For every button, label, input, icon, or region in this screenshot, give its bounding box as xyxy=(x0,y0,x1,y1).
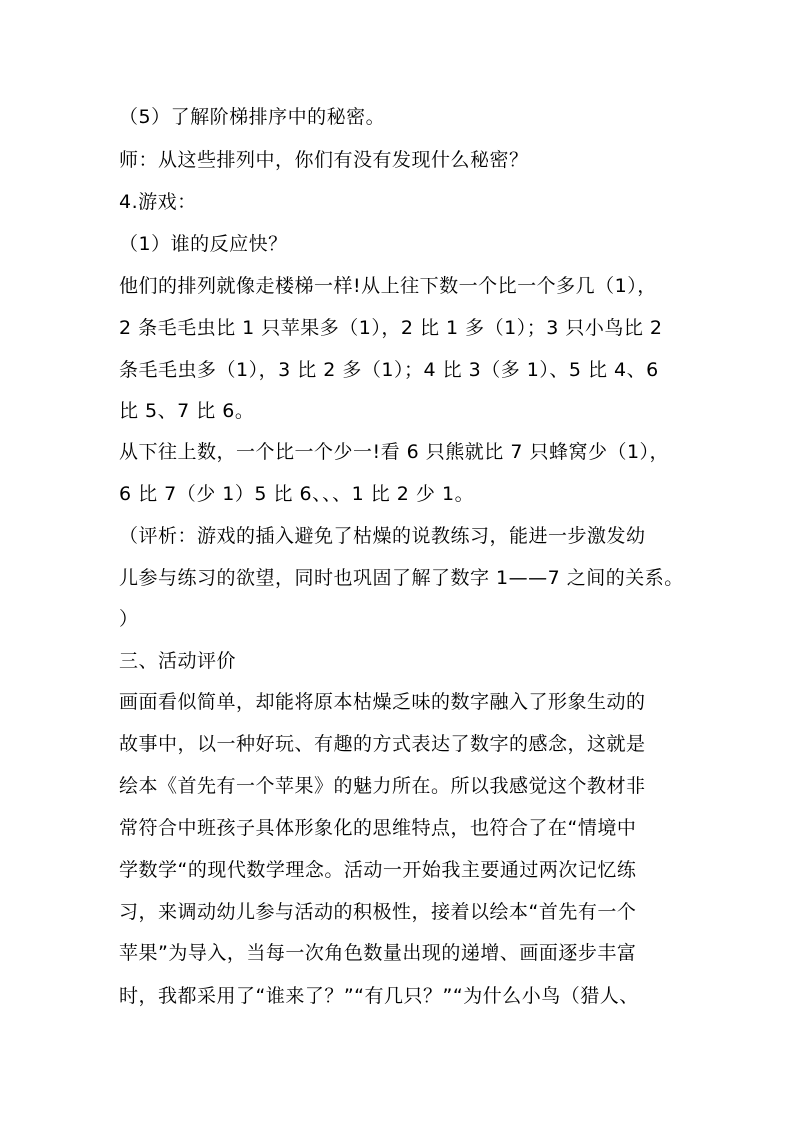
text-line: 儿参与练习的欲望，同时也巩固了解了数字 1——7 之间的关系。 xyxy=(119,567,684,589)
text-line: 比 5、7 比 6。 xyxy=(119,400,255,422)
section-heading: 三、活动评价 xyxy=(119,650,237,672)
text-line: 故事中，以一种好玩、有趣的方式表达了数字的感念，这就是 xyxy=(119,733,646,755)
text-line: 习，来调动幼儿参与活动的积极性，接着以绘本“首先有一个 xyxy=(119,901,637,923)
text-line: 苹果”为导入，当每一次角色数量出现的递增、画面逐步丰富 xyxy=(119,942,637,964)
text-line: ） xyxy=(119,608,139,630)
text-line: （5）了解阶梯排序中的秘密。 xyxy=(119,106,386,128)
text-line: 学数学“的现代数学理念。活动一开始我主要通过两次记忆练 xyxy=(119,859,637,881)
text-line: 4.游戏： xyxy=(119,191,197,213)
text-line: 师：从这些排列中，你们有没有发现什么秘密？ xyxy=(119,149,529,171)
text-line: 常符合中班孩子具体形象化的思维特点，也符合了在“情境中 xyxy=(119,817,637,839)
text-line: 时，我都采用了“谁来了？”“有几只？”“为什么小鸟（猎人、 xyxy=(119,985,639,1007)
text-line: 条毛毛虫多（1），3 比 2 多（1）；4 比 3（多 1）、5 比 4、6 xyxy=(119,359,659,381)
text-line: 2 条毛毛虫比 1 只苹果多（1），2 比 1 多（1）；3 只小鸟比 2 xyxy=(119,317,663,339)
text-line: （评析：游戏的插入避免了枯燥的说教练习，能进一步激发幼 xyxy=(119,525,646,547)
text-line: 绘本《首先有一个苹果》的魅力所在。所以我感觉这个教材非 xyxy=(119,775,646,797)
text-line: 6 比 7（少 1）5 比 6、、、1 比 2 少 1。 xyxy=(119,483,475,505)
text-line: 他们的排列就像走楼梯一样!从上往下数一个比一个多几（1）， xyxy=(119,275,657,297)
text-line: 从下往上数，一个比一个少一!看 6 只熊就比 7 只蜂窝少（1）， xyxy=(119,441,670,463)
text-line: （1）谁的反应快？ xyxy=(119,233,288,255)
text-line: 画面看似简单，却能将原本枯燥乏味的数字融入了形象生动的 xyxy=(119,691,646,713)
